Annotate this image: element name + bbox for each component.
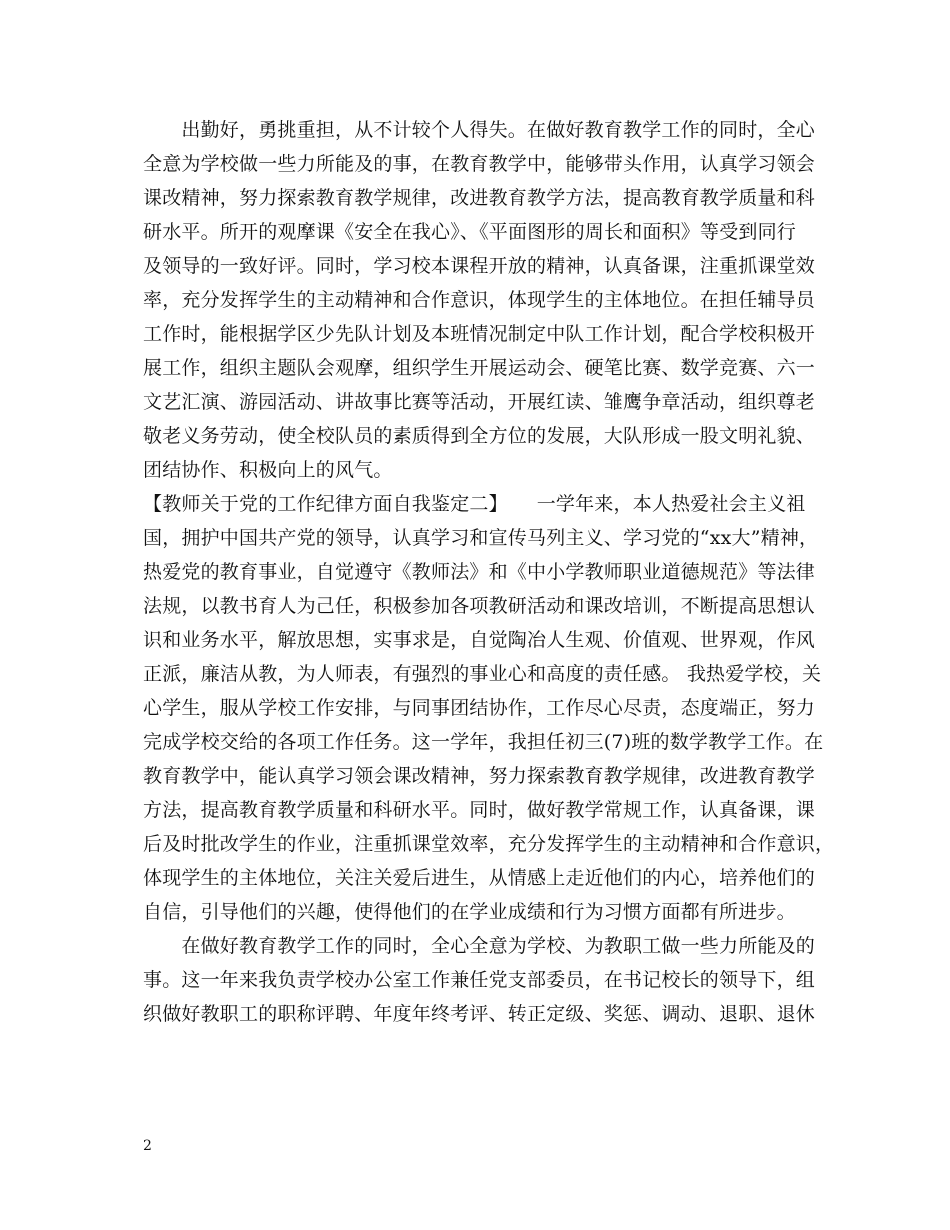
body-text-line: 正派，廉洁从教，为人师表，有强烈的事业心和高度的责任感。 我热爱学校，关 (143, 663, 822, 685)
body-text-line: 心学生，服从学校工作安排，与同事团结协作，工作尽心尽责，态度端正，努力 (143, 697, 816, 719)
body-text-line: 国，拥护中国共产党的领导，认真学习和宣传马列主义、学习党的“xx大”精神， (143, 527, 819, 549)
body-text-line: 文艺汇演、游园活动、讲故事比赛等活动，开展红读、雏鹰争章活动，组织尊老 (143, 391, 816, 413)
body-text-line: 率，充分发挥学生的主动精神和合作意识，体现学生的主体地位。在担任辅导员 (143, 289, 816, 311)
body-text-line: 热爱党的教育事业，自觉遵守《教师法》和《中小学教师职业道德规范》等法律 (143, 561, 816, 583)
body-text-line: 完成学校交给的各项工作任务。这一学年，我担任初三(7)班的数学教学工作。在 (143, 731, 824, 753)
body-text-line: 工作时，能根据学区少先队计划及本班情况制定中队工作计划，配合学校积极开 (143, 323, 816, 345)
body-text-line: 团结协作、积极向上的风气。 (143, 459, 393, 481)
body-text-line: 法规，以教书育人为己任，积极参加各项教研活动和课改培训，不断提高思想认 (143, 595, 816, 617)
page-number: 2 (143, 1138, 152, 1154)
body-text-line: 体现学生的主体地位，关注关爱后进生，从情感上走近他们的内心，培养他们的 (143, 867, 816, 889)
body-text-line: 研水平。所开的观摩课《安全在我心》、《平面图形的周长和面积》等受到同行 (143, 221, 797, 243)
body-text-line: 识和业务水平，解放思想，实事求是，自觉陶冶人生观、价值观、世界观，作风 (143, 629, 816, 651)
body-text-line: 后及时批改学生的作业，注重抓课堂效率，充分发挥学生的主动精神和合作意识， (143, 833, 835, 855)
body-text-line: 织做好教职工的职称评聘、年度年终考评、转正定级、奖惩、调动、退职、退休 (143, 1003, 816, 1025)
body-text-line: 及领导的一致好评。同时，学习校本课程开放的精神，认真备课，注重抓课堂效 (143, 255, 816, 277)
section-heading-line: 【教师关于党的工作纪律方面自我鉴定二】 一学年来，本人热爱社会主义祖 (143, 493, 806, 515)
body-text-line: 全意为学校做一些力所能及的事，在教育教学中，能够带头作用，认真学习领会 (143, 153, 816, 175)
body-text-line: 事。这一年来我负责学校办公室工作兼任党支部委员，在书记校长的领导下，组 (143, 969, 816, 991)
body-text-line: 出勤好，勇挑重担，从不计较个人得失。在做好教育教学工作的同时，全心 (143, 119, 816, 141)
body-text-line: 自信，引导他们的兴趣，使得他们的在学业成绩和行为习惯方面都有所进步。 (143, 901, 796, 923)
body-text-line: 敬老义务劳动，使全校队员的素质得到全方位的发展，大队形成一股文明礼貌、 (143, 425, 816, 447)
body-text-line: 展工作，组织主题队会观摩，组织学生开展运动会、硬笔比赛、数学竞赛、六一 (143, 357, 816, 379)
body-text-line: 教育教学中，能认真学习领会课改精神，努力探索教育教学规律，改进教育教学 (143, 765, 816, 787)
body-text-line: 课改精神，努力探索教育教学规律，改进教育教学方法，提高教育教学质量和科 (143, 187, 816, 209)
body-text-line: 方法，提高教育教学质量和科研水平。同时，做好教学常规工作，认真备课，课 (143, 799, 816, 821)
body-text-line: 在做好教育教学工作的同时，全心全意为学校、为教职工做一些力所能及的 (143, 935, 816, 957)
